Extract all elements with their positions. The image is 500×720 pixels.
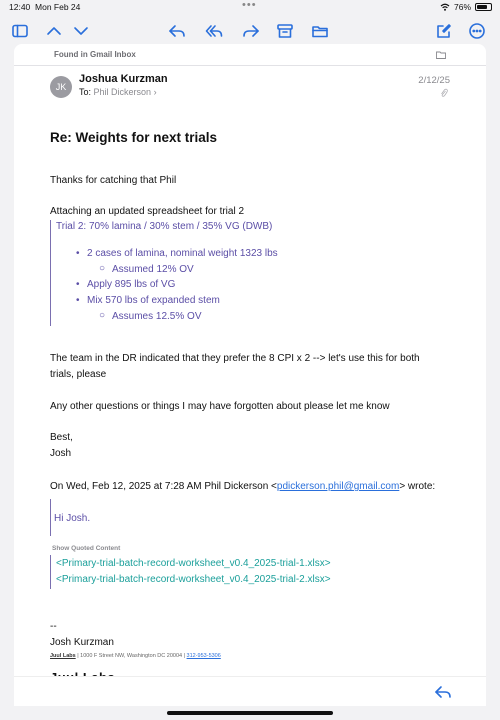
wifi-icon bbox=[440, 3, 450, 11]
recipient-name[interactable]: Phil Dickerson bbox=[93, 87, 152, 97]
signature-details: Juul Labs | 1000 F Street NW, Washington DC 20004 | 312-953-5306 bbox=[50, 653, 221, 659]
show-quoted-button[interactable]: Show Quoted Content bbox=[52, 545, 121, 552]
signature-full-name: Josh Kurzman bbox=[50, 637, 114, 648]
quote-title: Trial 2: 70% lamina / 30% stem / 35% VG (DWB) bbox=[56, 221, 273, 232]
mailbox-folder-icon[interactable] bbox=[436, 50, 446, 59]
status-bar bbox=[0, 0, 500, 14]
bullet-disc-icon: • bbox=[76, 295, 80, 306]
list-item: Assumes 12.5% OV bbox=[112, 311, 202, 322]
quote-bar bbox=[50, 499, 51, 536]
more-icon[interactable] bbox=[466, 20, 488, 42]
signature-dash: -- bbox=[50, 621, 57, 632]
list-item: Apply 895 lbs of VG bbox=[87, 279, 176, 290]
quoted-greeting: Hi Josh. bbox=[54, 513, 91, 524]
phone-link[interactable]: 312-953-5306 bbox=[186, 653, 221, 659]
bottom-bar bbox=[14, 676, 486, 706]
chevron-down-icon[interactable] bbox=[70, 20, 92, 42]
folder-icon[interactable] bbox=[309, 20, 331, 42]
signature-name: Josh bbox=[50, 448, 72, 459]
list-item: Mix 570 lbs of expanded stem bbox=[87, 295, 220, 306]
email-date: 2/12/25 bbox=[418, 75, 450, 86]
home-indicator[interactable] bbox=[167, 711, 333, 715]
to-line bbox=[79, 87, 157, 97]
quote-bar bbox=[50, 220, 51, 326]
list-item: Assumed 12% OV bbox=[112, 264, 194, 275]
quote-header: On Wed, Feb 12, 2025 at 7:28 AM Phil Dickerson <pdickerson.phil@gmail.com> wrote: bbox=[50, 481, 436, 492]
found-in-banner bbox=[14, 44, 486, 66]
found-in-label: Found in Gmail Inbox bbox=[54, 50, 136, 59]
reply-icon bbox=[434, 683, 452, 701]
body-paragraph: trials, please bbox=[50, 369, 107, 380]
greeting-text: Thanks for catching that Phil bbox=[50, 175, 177, 186]
email-subject: Re: Weights for next trials bbox=[50, 130, 218, 145]
status-time: 12:40 Mon Feb 24 bbox=[9, 2, 81, 12]
email-card bbox=[14, 44, 486, 704]
to-label: To: bbox=[79, 87, 92, 97]
forward-icon[interactable] bbox=[240, 20, 262, 42]
attachment-link[interactable]: <Primary-trial-batch-record-worksheet_v0.4_2025-trial-2.xlsx> bbox=[56, 574, 331, 585]
archive-icon[interactable] bbox=[274, 20, 296, 42]
chevron-right-icon[interactable]: › bbox=[153, 87, 157, 97]
bullet-circle-icon: ○ bbox=[99, 263, 106, 274]
multitask-dots[interactable]: ••• bbox=[242, 0, 257, 11]
bullet-disc-icon: • bbox=[76, 248, 80, 259]
quote-bar bbox=[50, 555, 51, 589]
attach-text: Attaching an updated spreadsheet for trial 2 bbox=[50, 206, 245, 217]
list-item: 2 cases of lamina, nominal weight 1323 lbs bbox=[87, 248, 278, 259]
reply-button[interactable] bbox=[434, 683, 452, 701]
battery-percent: 76% bbox=[453, 2, 471, 12]
bullet-disc-icon: • bbox=[76, 279, 80, 290]
body-paragraph: Any other questions or things I may have forgotten about please let me know bbox=[50, 401, 390, 412]
body-paragraph: The team in the DR indicated that they prefer the 8 CPI x 2 --> let's use this for both bbox=[50, 353, 420, 364]
chevron-up-icon[interactable] bbox=[43, 20, 65, 42]
attachment-link[interactable]: <Primary-trial-batch-record-worksheet_v0.4_2025-trial-1.xlsx> bbox=[56, 558, 331, 569]
reply-icon[interactable] bbox=[166, 20, 188, 42]
reply-all-icon[interactable] bbox=[203, 20, 225, 42]
paperclip-icon bbox=[440, 88, 448, 100]
toolbar bbox=[0, 18, 500, 44]
status-right bbox=[440, 2, 492, 12]
sidebar-icon[interactable] bbox=[9, 20, 31, 42]
email-link[interactable]: pdickerson.phil@gmail.com bbox=[276, 481, 400, 492]
company-link[interactable]: Juul Labs bbox=[50, 653, 76, 659]
sender-name[interactable]: Joshua Kurzman bbox=[79, 73, 168, 85]
avatar[interactable]: JK bbox=[50, 76, 72, 98]
compose-icon[interactable] bbox=[433, 20, 455, 42]
battery-icon bbox=[475, 3, 492, 11]
bullet-circle-icon: ○ bbox=[99, 310, 106, 321]
signoff: Best, bbox=[50, 432, 73, 443]
